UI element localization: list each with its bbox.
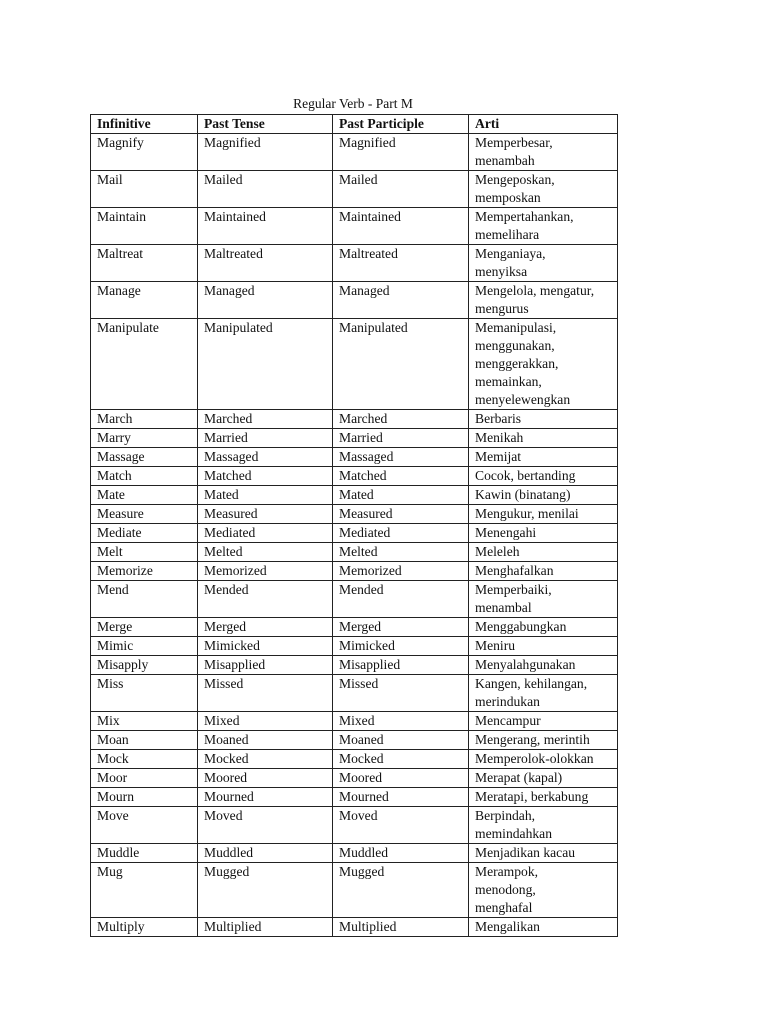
- cell-past-tense: Moaned: [198, 731, 333, 750]
- cell-past-tense: Missed: [198, 675, 333, 712]
- cell-past-participle: Memorized: [333, 562, 469, 581]
- cell-past-participle: Mourned: [333, 788, 469, 807]
- table-row: [91, 918, 618, 937]
- cell-past-tense: Married: [198, 429, 333, 448]
- cell-past-participle: Moved: [333, 807, 469, 844]
- cell-past-tense: Mocked: [198, 750, 333, 769]
- table-row: [91, 863, 618, 918]
- cell-infinitive: Merge: [91, 618, 198, 637]
- header-past-participle: Past Participle: [333, 115, 469, 134]
- cell-infinitive: Mock: [91, 750, 198, 769]
- cell-past-tense: Mated: [198, 486, 333, 505]
- table-row: [91, 208, 618, 245]
- cell-past-tense: Managed: [198, 282, 333, 319]
- cell-infinitive: Miss: [91, 675, 198, 712]
- cell-past-participle: Mugged: [333, 863, 469, 918]
- table-row: [91, 637, 618, 656]
- regular-verb-table: [90, 114, 618, 937]
- cell-infinitive: Massage: [91, 448, 198, 467]
- cell-past-tense: Misapplied: [198, 656, 333, 675]
- cell-past-participle: Multiplied: [333, 918, 469, 937]
- cell-arti: Merampok, menodong, menghafal: [469, 863, 618, 918]
- cell-arti: Memperbesar, menambah: [469, 134, 618, 171]
- cell-infinitive: Maltreat: [91, 245, 198, 282]
- cell-past-tense: Manipulated: [198, 319, 333, 410]
- cell-infinitive: Mix: [91, 712, 198, 731]
- cell-past-participle: Mixed: [333, 712, 469, 731]
- cell-past-participle: Missed: [333, 675, 469, 712]
- cell-infinitive: Mimic: [91, 637, 198, 656]
- cell-infinitive: March: [91, 410, 198, 429]
- table-row: [91, 171, 618, 208]
- cell-infinitive: Magnify: [91, 134, 198, 171]
- cell-infinitive: Moan: [91, 731, 198, 750]
- cell-arti: Memperolok-olokkan: [469, 750, 618, 769]
- cell-arti: Menganiaya, menyiksa: [469, 245, 618, 282]
- table-row: [91, 524, 618, 543]
- cell-arti: Kangen, kehilangan, merindukan: [469, 675, 618, 712]
- cell-past-tense: Muddled: [198, 844, 333, 863]
- cell-arti: Mempertahankan, memelihara: [469, 208, 618, 245]
- cell-arti: Mengukur, menilai: [469, 505, 618, 524]
- cell-past-tense: Mixed: [198, 712, 333, 731]
- cell-past-participle: Magnified: [333, 134, 469, 171]
- table-row: [91, 543, 618, 562]
- cell-arti: Cocok, bertanding: [469, 467, 618, 486]
- cell-arti: Mencampur: [469, 712, 618, 731]
- cell-arti: Memijat: [469, 448, 618, 467]
- cell-past-tense: Mimicked: [198, 637, 333, 656]
- cell-past-tense: Matched: [198, 467, 333, 486]
- cell-past-participle: Misapplied: [333, 656, 469, 675]
- table-row: [91, 807, 618, 844]
- table-row: [91, 319, 618, 410]
- cell-arti: Memanipulasi, menggunakan, menggerakkan, memainkan, menyelewengkan: [469, 319, 618, 410]
- cell-past-participle: Maltreated: [333, 245, 469, 282]
- cell-infinitive: Misapply: [91, 656, 198, 675]
- cell-past-tense: Magnified: [198, 134, 333, 171]
- cell-past-participle: Matched: [333, 467, 469, 486]
- cell-arti: Mengerang, merintih: [469, 731, 618, 750]
- cell-arti: Menengahi: [469, 524, 618, 543]
- cell-arti: Mengalikan: [469, 918, 618, 937]
- table-row: [91, 750, 618, 769]
- cell-infinitive: Marry: [91, 429, 198, 448]
- cell-past-participle: Measured: [333, 505, 469, 524]
- cell-past-tense: Marched: [198, 410, 333, 429]
- cell-infinitive: Moor: [91, 769, 198, 788]
- cell-past-participle: Mailed: [333, 171, 469, 208]
- cell-past-participle: Muddled: [333, 844, 469, 863]
- cell-past-participle: Moored: [333, 769, 469, 788]
- cell-arti: Menggabungkan: [469, 618, 618, 637]
- cell-past-tense: Mediated: [198, 524, 333, 543]
- cell-infinitive: Move: [91, 807, 198, 844]
- table-header: [91, 115, 618, 134]
- cell-past-participle: Managed: [333, 282, 469, 319]
- cell-past-participle: Melted: [333, 543, 469, 562]
- cell-past-tense: Massaged: [198, 448, 333, 467]
- cell-infinitive: Melt: [91, 543, 198, 562]
- cell-past-participle: Mended: [333, 581, 469, 618]
- cell-arti: Menghafalkan: [469, 562, 618, 581]
- table-row: [91, 448, 618, 467]
- cell-past-participle: Mediated: [333, 524, 469, 543]
- table-row: [91, 282, 618, 319]
- cell-arti: Meleleh: [469, 543, 618, 562]
- table-row: [91, 134, 618, 171]
- cell-infinitive: Muddle: [91, 844, 198, 863]
- table-row: [91, 505, 618, 524]
- table-row: [91, 581, 618, 618]
- cell-arti: Menikah: [469, 429, 618, 448]
- table-row: [91, 788, 618, 807]
- cell-past-participle: Married: [333, 429, 469, 448]
- cell-past-tense: Mugged: [198, 863, 333, 918]
- header-infinitive: Infinitive: [91, 115, 198, 134]
- cell-past-tense: Measured: [198, 505, 333, 524]
- cell-infinitive: Multiply: [91, 918, 198, 937]
- header-arti: Arti: [469, 115, 618, 134]
- cell-past-participle: Mimicked: [333, 637, 469, 656]
- cell-past-tense: Merged: [198, 618, 333, 637]
- table-row: [91, 486, 618, 505]
- header-past-tense: Past Tense: [198, 115, 333, 134]
- cell-infinitive: Match: [91, 467, 198, 486]
- cell-past-tense: Maltreated: [198, 245, 333, 282]
- cell-arti: Berbaris: [469, 410, 618, 429]
- cell-past-participle: Massaged: [333, 448, 469, 467]
- cell-past-participle: Maintained: [333, 208, 469, 245]
- cell-past-tense: Moored: [198, 769, 333, 788]
- cell-arti: Kawin (binatang): [469, 486, 618, 505]
- cell-past-tense: Mailed: [198, 171, 333, 208]
- cell-past-tense: Maintained: [198, 208, 333, 245]
- cell-arti: Berpindah, memindahkan: [469, 807, 618, 844]
- table-row: [91, 712, 618, 731]
- cell-past-tense: Memorized: [198, 562, 333, 581]
- cell-infinitive: Mate: [91, 486, 198, 505]
- cell-arti: Memperbaiki, menambal: [469, 581, 618, 618]
- table-row: [91, 562, 618, 581]
- cell-past-tense: Melted: [198, 543, 333, 562]
- header-row: [91, 115, 618, 134]
- cell-arti: Mengelola, mengatur, mengurus: [469, 282, 618, 319]
- table-body: [91, 134, 618, 937]
- cell-infinitive: Mail: [91, 171, 198, 208]
- table-row: [91, 429, 618, 448]
- cell-infinitive: Manage: [91, 282, 198, 319]
- table-row: [91, 769, 618, 788]
- cell-infinitive: Manipulate: [91, 319, 198, 410]
- cell-past-participle: Manipulated: [333, 319, 469, 410]
- table-row: [91, 656, 618, 675]
- cell-infinitive: Mend: [91, 581, 198, 618]
- cell-past-tense: Moved: [198, 807, 333, 844]
- cell-infinitive: Mug: [91, 863, 198, 918]
- table-row: [91, 844, 618, 863]
- cell-past-participle: Mocked: [333, 750, 469, 769]
- cell-past-participle: Moaned: [333, 731, 469, 750]
- table-row: [91, 467, 618, 486]
- cell-arti: Merapat (kapal): [469, 769, 618, 788]
- table-row: [91, 410, 618, 429]
- table-row: [91, 245, 618, 282]
- cell-arti: Menjadikan kacau: [469, 844, 618, 863]
- table-row: [91, 675, 618, 712]
- cell-infinitive: Maintain: [91, 208, 198, 245]
- cell-past-participle: Merged: [333, 618, 469, 637]
- cell-infinitive: Measure: [91, 505, 198, 524]
- cell-infinitive: Mediate: [91, 524, 198, 543]
- cell-past-participle: Mated: [333, 486, 469, 505]
- cell-past-tense: Mended: [198, 581, 333, 618]
- document-title: Regular Verb - Part M: [293, 96, 413, 111]
- cell-past-tense: Mourned: [198, 788, 333, 807]
- table-row: [91, 731, 618, 750]
- cell-arti: Meratapi, berkabung: [469, 788, 618, 807]
- cell-infinitive: Mourn: [91, 788, 198, 807]
- cell-infinitive: Memorize: [91, 562, 198, 581]
- cell-arti: Mengeposkan, memposkan: [469, 171, 618, 208]
- table-row: [91, 618, 618, 637]
- cell-arti: Meniru: [469, 637, 618, 656]
- cell-past-tense: Multiplied: [198, 918, 333, 937]
- cell-past-participle: Marched: [333, 410, 469, 429]
- cell-arti: Menyalahgunakan: [469, 656, 618, 675]
